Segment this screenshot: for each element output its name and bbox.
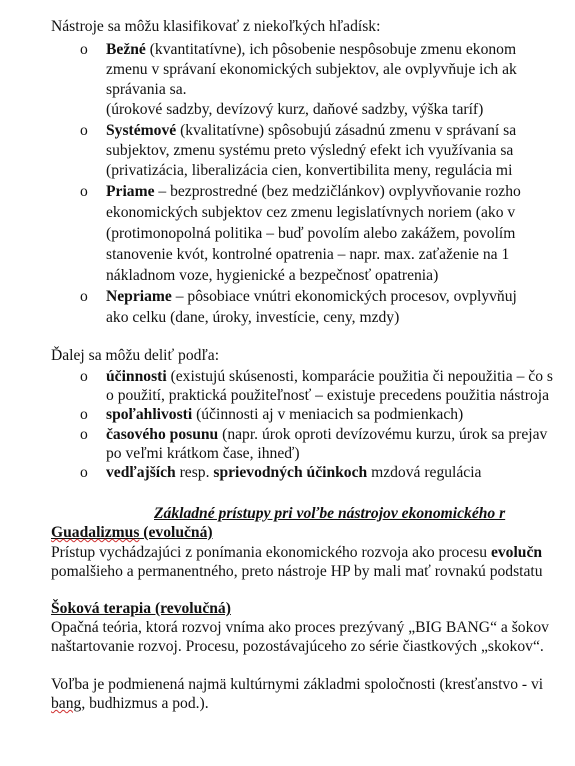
list-item-text: po veľmi krátkom čase, ihneď) — [106, 445, 300, 462]
list-item-systemove: Systémové (kvalitatívne) spôsobujú zásadnú zmenu v správaní sa — [106, 122, 517, 139]
list-item-text: zmenu v správaní ekonomických subjektov, ale ovplyvňuje ich ak — [106, 61, 517, 78]
bullet-marker: o — [80, 41, 88, 58]
list-item-ucinnosti: účinnosti (existujú skúsenosti, komparácie použitia či nepoužitia – čo s — [106, 368, 553, 385]
shock-therapy-text: Opačná teória, ktorá rozvoj vníma ako proces prezývaný „BIG BANG“ a šokov — [51, 619, 549, 636]
second-intro-text: Ďalej sa môžu deliť podľa: — [51, 347, 220, 364]
term-sprievodnych: sprievodných účinkoch — [213, 464, 368, 481]
intro-text: Nástroje sa môžu klasifikovať z niekoľkých hľadísk: — [51, 18, 381, 35]
list-item-text: nákladnom voze, hygienické a bezpečnosť opatrenia) — [106, 267, 439, 284]
term-priame: Priame — [106, 183, 155, 200]
bullet-marker: o — [80, 368, 88, 385]
list-item-text: stanovenie kvót, kontrolné opatrenia – napr. max. zaťaženie na 1 — [106, 246, 510, 263]
term-systemove: Systémové — [106, 122, 177, 139]
bullet-marker: o — [80, 406, 88, 423]
list-item-bezne: Bežné (kvantitatívne), ich pôsobenie nespôsobuje zmenu ekonom — [106, 41, 517, 58]
gradualism-text: Prístup vychádzajúci z ponímania ekonomického rozvoja ako procesu evolučn — [51, 544, 543, 561]
term-nepriame: Nepriame — [106, 288, 172, 305]
closing-text: bang, budhizmus a pod.). — [51, 695, 209, 712]
list-item-text: (privatizácia, liberalizácia cien, konvertibilita meny, regulácia mi — [106, 162, 513, 179]
list-item-spolahlivosti: spoľahlivosti (účinnosti aj v meniacich sa podmienkach) — [106, 406, 464, 423]
list-item-text: subjektov, zmenu systému preto výsledný efekt ich využívania sa — [106, 142, 514, 159]
section-heading: Základné prístupy pri voľbe nástrojov ekonomického r — [154, 505, 506, 522]
list-item-text: ekonomických subjektov cez zmenu legislatívnych noriem (ako v — [106, 204, 516, 221]
term-vedlajsich: vedľajších — [106, 464, 176, 481]
list-item-text: o použití, praktická použiteľnosť – existuje precedens použitia nástroja — [106, 387, 549, 404]
list-item-text: ako celku (dane, úroky, investície, ceny, mzdy) — [106, 309, 400, 326]
list-item-nepriame: Nepriame – pôsobiace vnútri ekonomických procesov, ovplyvňuj — [106, 288, 517, 305]
gradualism-text: pomalšieho a permanentného, preto nástroje HP by mali mať rovnakú podstatu — [51, 563, 543, 580]
bullet-marker: o — [80, 183, 88, 200]
bullet-marker: o — [80, 122, 88, 139]
gradualism-heading: Guadalizmus (evolučná) — [51, 524, 213, 541]
term-spolahlivosti: spoľahlivosti — [106, 406, 193, 423]
list-item-text: (úrokové sadzby, devízový kurz, daňové sadzby, výška taríf) — [106, 101, 484, 118]
shock-therapy-text: naštartovanie rozvoj. Procesu, pozostávajúceho zo série čiastkových „skokov“. — [51, 638, 544, 655]
list-item-casoveho-posunu: časového posunu (napr. úrok oproti devízovému kurzu, úrok sa prejav — [106, 426, 548, 443]
term-casoveho-posunu: časového posunu — [106, 426, 219, 443]
term-bezne: Bežné — [106, 41, 146, 58]
list-item-text: (protimonopolná politika – buď povolím alebo zakážem, povolím — [106, 225, 516, 242]
bullet-marker: o — [80, 464, 88, 481]
bullet-marker: o — [80, 426, 88, 443]
closing-text: Voľba je podmienená najmä kultúrnymi základmi spoločnosti (kresťanstvo - vi — [51, 676, 544, 693]
bullet-marker: o — [80, 288, 88, 305]
list-item-priame: Priame – bezprostredné (bez medzičlánkov) ovplyvňovanie rozho — [106, 183, 521, 200]
list-item-vedlajsich: vedľajších resp. sprievodných účinkoch mzdová regulácia — [106, 464, 482, 481]
term-ucinnosti: účinnosti — [106, 368, 167, 385]
shock-therapy-heading: Šoková terapia (revolučná) — [51, 600, 231, 617]
list-item-text: správania sa. — [106, 81, 187, 98]
